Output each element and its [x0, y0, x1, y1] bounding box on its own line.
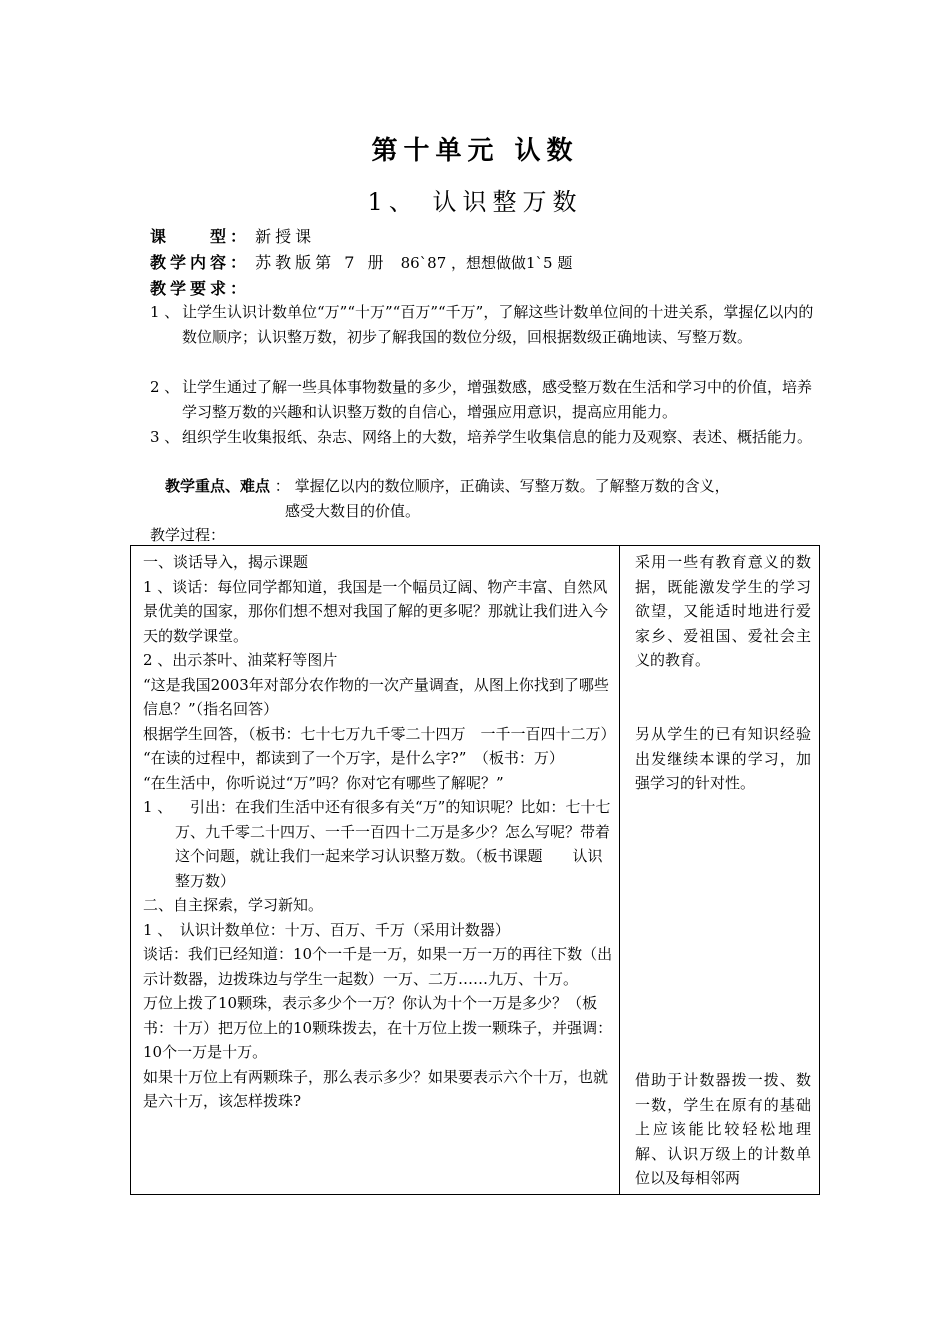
requirement-item — [150, 425, 815, 450]
lesson-content-row — [150, 251, 572, 275]
paragraph: 2 、出示茶叶、油菜籽等图片 — [143, 651, 338, 669]
paragraph: “在读的过程中，都读到了一个万字，是什么字?” （板书：万） — [143, 749, 564, 767]
design-note: 借助于计数器拨一拨、数一数，学生在原有的基础上应该能比较轻松地理解、认识万级上的计数单位以及每相邻两 — [635, 1071, 811, 1187]
process-column — [143, 550, 615, 1114]
lesson-title: 1、 认识整万数 — [367, 188, 583, 216]
paragraph: 如果十万位上有两颗珠子，那么表示多少？如果要表示六个十万，也就是六十万，该怎样拨珠? — [143, 1067, 609, 1110]
section-heading: 二、自主探索，学习新知。 — [143, 896, 324, 914]
design-note: 另从学生的已有知识经验出发继续本课的学习，加强学习的针对性。 — [635, 725, 811, 792]
process-label: 教学过程： — [150, 526, 226, 544]
lesson-type-row — [150, 225, 315, 249]
unit-title: 第十单元 认数 — [371, 136, 579, 166]
lesson-content-pages: 86`87 ，想想做做1`5 题 — [400, 254, 573, 272]
key-points-text-2: 感受大数目的价值。 — [285, 502, 421, 520]
requirement-number: 1 、 — [150, 303, 180, 321]
paragraph: “在生活中，你听说过“万”吗？你对它有哪些了解呢？” — [143, 773, 504, 792]
lesson-content-value: 苏教版第 7 册 — [255, 253, 388, 272]
requirement-item — [150, 375, 815, 425]
design-note: 采用一些有教育意义的数据，既能激发学生的学习欲望，又能适时地进行爱家乡、爱祖国、爱社会主义的教育。 — [635, 553, 811, 669]
requirement-text: 组织学生收集报纸、杂志、网络上的大数，培养学生收集信息的能力及观察、表述、概括能力。 — [182, 428, 813, 446]
key-points-colon: ： — [274, 477, 290, 495]
requirement-text: 让学生认识计数单位“万”“十万”“百万”“千万”，了解这些计数单位间的十进关系，掌握亿以内的数位顺序；认识整万数，初步了解我国的数位分级，回根据数级正确地读、写整万数。 — [182, 303, 814, 346]
requirement-number: 3 、 — [150, 428, 180, 446]
paragraph-number: 1 、 — [143, 798, 173, 816]
paragraph: 1 、谈话：每位同学都知道，我国是一个幅员辽阔、物产丰富、自然风景优美的国家，那你们想不想对我国了解的更多呢？那就让我们进入今天的数学课堂。 — [143, 577, 609, 645]
key-points-label: 教学重点、难点 — [165, 477, 271, 495]
paragraph: 1 、 认识计数单位：十万、百万、千万（采用计数器） — [143, 920, 510, 939]
lesson-content-label: 教学内容： — [150, 253, 251, 272]
requirement-number: 2 、 — [150, 378, 180, 396]
requirements-label-row — [150, 277, 250, 301]
paragraph: 谈话：我们已经知道：10个一千是一万，如果一万一万的再往下数（出示计数器，边拨珠边与学生一起数）一万、二万……九万、十万。 — [143, 945, 613, 988]
key-points-text-1: 掌握亿以内的数位顺序，正确读、写整万数。了解整万数的含义， — [294, 477, 730, 495]
requirement-item — [150, 300, 815, 350]
key-points — [165, 474, 815, 524]
teaching-process-table — [130, 545, 820, 1195]
requirements-label: 教学要求： — [150, 279, 251, 298]
paragraph — [143, 795, 615, 893]
column-divider — [619, 546, 620, 1194]
lesson-type-value: 新授课 — [255, 227, 316, 246]
paragraph: 根据学生回答，（板书：七十七万九千零二十四万 一千一百四十二万） — [143, 724, 616, 743]
requirement-text: 让学生通过了解一些具体事物数量的多少，增强数感，感受整万数在生活和学习中的价值，培养学习整万数的兴趣和认识整万数的自信心，增强应用意识，提高应用能力。 — [182, 378, 813, 421]
lesson-type-label: 课 型： — [150, 227, 251, 246]
paragraph: “这是我国2003年对部分农作物的一次产量调查，从图上你找到了哪些信息？”（指名回答） — [143, 675, 609, 718]
paragraph-text: 引出：在我们生活中还有很多有关“万”的知识呢？比如：七十七万、九千零二十四万、一千一百四十二万是多少？怎么写呢？带着这个问题，就让我们一起来学习认识整万数。（板书课题 认识整万数） — [175, 798, 611, 890]
section-heading: 一、谈话导入，揭示课题 — [143, 553, 309, 571]
paragraph: 万位上拨了10颗珠，表示多少个一万？你认为十个一万是多少？（板书：十万）把万位上的10颗珠拨去，在十万位上拨一颗珠子，并强调：10个一万是十万。 — [143, 994, 613, 1061]
